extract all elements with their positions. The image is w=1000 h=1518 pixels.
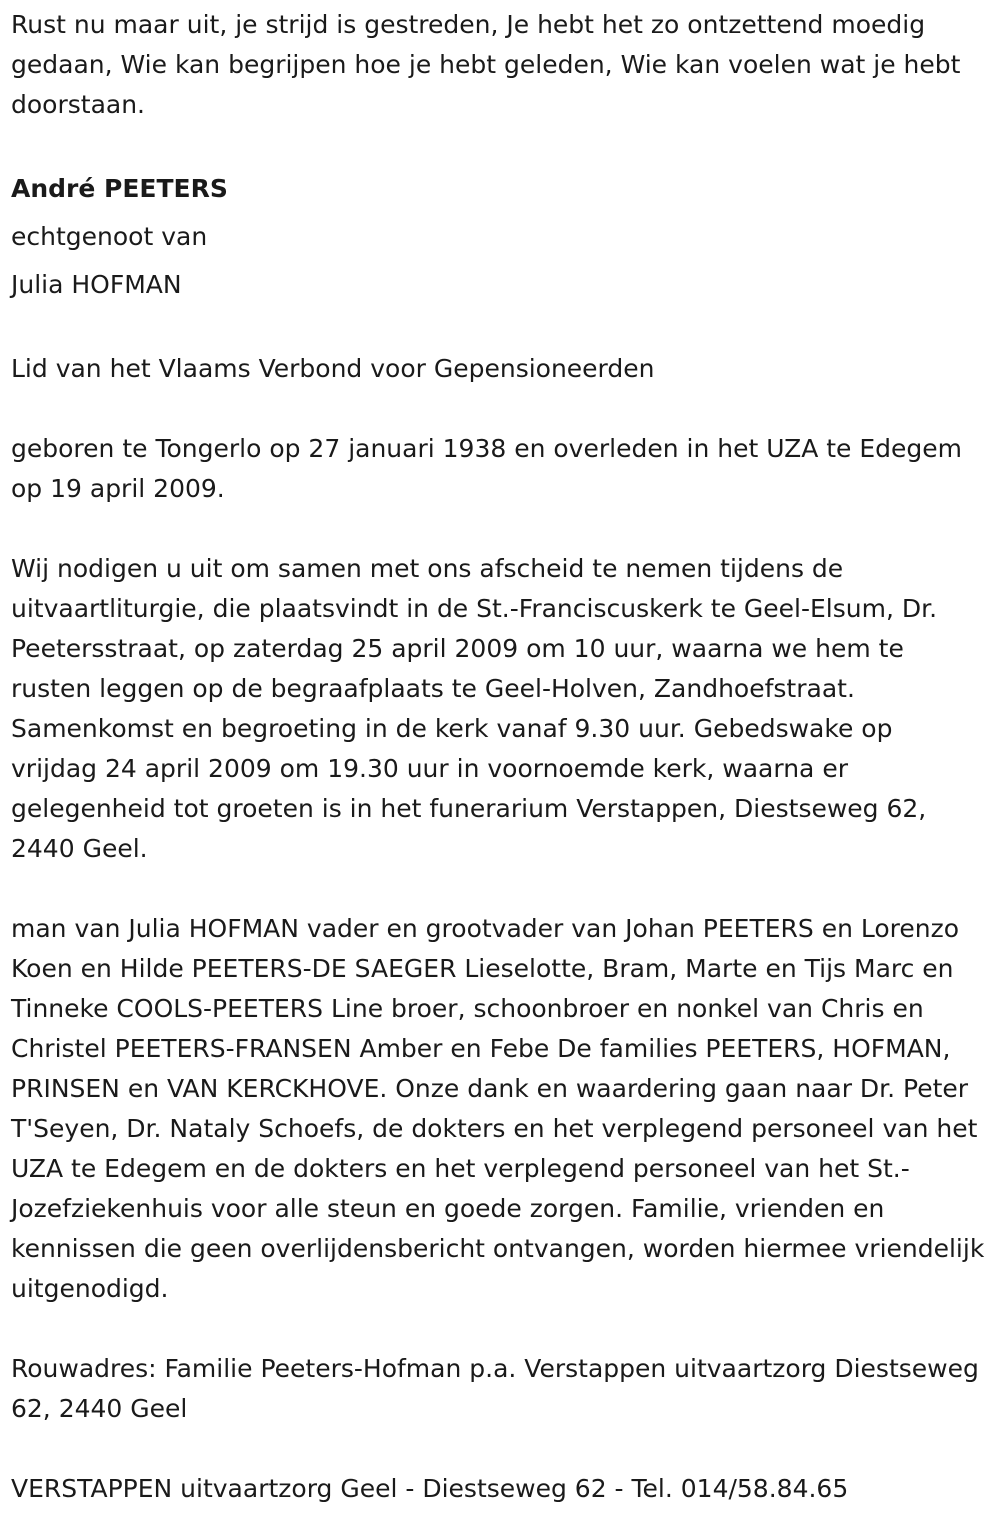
family-text: man van Julia HOFMAN vader en grootvader van Johan PEETERS en Lorenzo Koen en Hilde PEETERS-DE SAEGER Lieselotte, Bram, Marte en Tijs Marc en Tinneke COOLS-PEETERS Line broer, schoonbroer en nonkel van Chris en Christel PEETERS-FRANSEN Amber en Febe De families PEETERS, HOFMAN, PRINSEN en VAN KERCKHOVE. Onze dank en waardering gaan naar Dr. Peter T'Seyen, Dr. Nataly Schoefs, de dokters en het verplegend personeel van het UZA te Edegem en de dokters en het verplegend personeel van het St.-Jozefziekenhuis voor alle steun en goede zorgen. Familie, vrienden en kennissen die geen overlijdensbericht ontvangen, worden hiermee vriendelijk uitgenodigd. [11,914,985,1303]
address-text: Rouwadres: Familie Peeters-Hofman p.a. Verstappen uitvaartzorg Diestseweg 62, 2440 Geel [11,1354,979,1423]
birth-death-text: geboren te Tongerlo op 27 januari 1938 en overleden in het UZA te Edegem op 19 april 2009. [11,434,963,503]
relation-text: echtgenoot van [11,222,208,251]
poem-text: Rust nu maar uit, je strijd is gestreden, Je hebt het zo ontzettend moedig gedaan, Wie kan begrijpen hoe je hebt geleden, Wie kan voelen wat je hebt doorstaan. [11,10,961,119]
funeral-home-text: VERSTAPPEN uitvaartzorg Geel - Diestseweg 62 - Tel. 014/58.84.65 [11,1474,849,1503]
deceased-name: André PEETERS [11,174,228,203]
membership-text: Lid van het Vlaams Verbond voor Gepensioneerden [11,354,655,383]
spouse-name: Julia HOFMAN [11,270,182,299]
invitation-text: Wij nodigen u uit om samen met ons afscheid te nemen tijdens de uitvaartliturgie, die plaatsvindt in de St.-Franciscuskerk te Geel-Elsum, Dr. Peetersstraat, op zaterdag 25 april 2009 om 10 uur, waarna we hem te rusten leggen op de begraafplaats te Geel-Holven, Zandhoefstraat. Samenkomst en begroeting in de kerk vanaf 9.30 uur. Gebedswake op vrijdag 24 april 2009 om 19.30 uur in voornoemde kerk, waarna er gelegenheid tot groeten is in het funerarium Verstappen, Diestseweg 62, 2440 Geel. [11,554,938,863]
